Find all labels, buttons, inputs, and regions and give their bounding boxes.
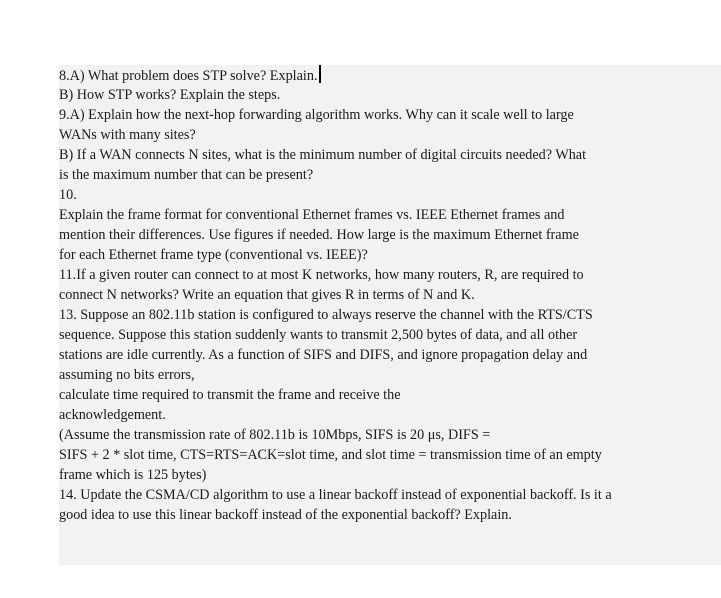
text-cursor [319,65,321,83]
text-line: B) If a WAN connects N sites, what is the minimum number of digital circuits needed? What [59,147,587,163]
text-line: stations are idle currently. As a function of SIFS and DIFS, and ignore propagation delay and [59,347,588,363]
text-line: connect N networks? Write an equation that gives R in terms of N and K. [59,287,475,303]
text-line: B) How STP works? Explain the steps. [59,87,281,103]
text-line: calculate time required to transmit the frame and receive the [59,387,401,403]
text-line: for each Ethernet frame type (conventional vs. IEEE)? [59,247,368,263]
text-line: 9.A) Explain how the next-hop forwarding algorithm works. Why can it scale well to large [59,107,574,123]
text-line: frame which is 125 bytes) [59,467,207,483]
text-line: 13. Suppose an 802.11b station is configured to always reserve the channel with the RTS/CTS [59,307,593,323]
text-line: WANs with many sites? [59,127,196,143]
text-line: Explain the frame format for conventional Ethernet frames vs. IEEE Ethernet frames and [59,207,565,223]
text-line [59,65,721,85]
text-line: SIFS + 2 * slot time, CTS=RTS=ACK=slot time, and slot time = transmission time of an empty [59,447,602,463]
question-8a: 8.A) What problem does STP solve? Explain. [59,68,318,84]
text-line: assuming no bits errors, [59,367,195,383]
text-line: is the maximum number that can be present? [59,167,314,183]
text-line: acknowledgement. [59,407,166,423]
document-text-area[interactable] [59,65,721,565]
text-line: good idea to use this linear backoff instead of the exponential backoff? Explain. [59,507,512,523]
text-line: mention their differences. Use figures if needed. How large is the maximum Ethernet frame [59,227,579,243]
text-line: (Assume the transmission rate of 802.11b is 10Mbps, SIFS is 20 μs, DIFS = [59,427,491,443]
text-line: 10. [59,187,77,203]
text-line: 11.If a given router can connect to at most K networks, how many routers, R, are required to [59,267,584,283]
text-line: 14. Update the CSMA/CD algorithm to use a linear backoff instead of exponential backoff. Is it a [59,487,612,503]
text-line: sequence. Suppose this station suddenly wants to transmit 2,500 bytes of data, and all other [59,327,578,343]
